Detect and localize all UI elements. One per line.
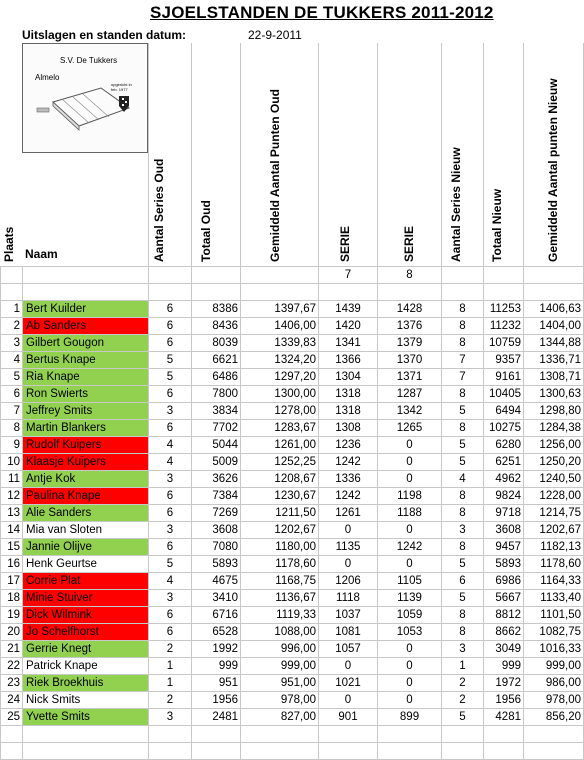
table-row <box>1 335 584 352</box>
serie-7-cell: 1366 <box>319 352 378 369</box>
logo-city: Almelo <box>35 73 60 82</box>
serie-7-cell: 1261 <box>319 505 378 522</box>
series-oud-cell: 2 <box>149 641 192 658</box>
table-row <box>1 386 584 403</box>
totaal-oud-cell: 6621 <box>192 352 241 369</box>
totaal-oud-cell: 5044 <box>192 437 241 454</box>
totaal-nieuw-cell: 3608 <box>484 522 524 539</box>
totaal-nieuw-cell: 8812 <box>484 607 524 624</box>
serie-7-cell: 1206 <box>319 573 378 590</box>
name-cell: Ria Knape <box>23 369 149 386</box>
gem-nieuw-cell: 1344,88 <box>524 335 584 352</box>
name-cell: Bert Kuilder <box>23 301 149 318</box>
gem-nieuw-cell: 1082,75 <box>524 624 584 641</box>
serie-7-cell: 1081 <box>319 624 378 641</box>
plaats-cell: 8 <box>1 420 23 437</box>
series-oud-cell: 6 <box>149 420 192 437</box>
series-oud-cell: 1 <box>149 658 192 675</box>
series-nieuw-cell: 8 <box>442 607 484 624</box>
serie-8-cell: 1371 <box>378 369 442 386</box>
serie-8-cell: 1139 <box>378 590 442 607</box>
gem-oud-cell: 996,00 <box>241 641 319 658</box>
series-oud-cell: 4 <box>149 573 192 590</box>
table-row <box>1 454 584 471</box>
table-row <box>1 488 584 505</box>
name-cell: Nick Smits <box>23 692 149 709</box>
gem-nieuw-cell: 1298,80 <box>524 403 584 420</box>
col-header-gem-oud: Gemiddeld Aantal Punten Oud <box>268 89 282 262</box>
series-nieuw-cell: 5 <box>442 556 484 573</box>
gem-oud-cell: 1088,00 <box>241 624 319 641</box>
plaats-cell: 16 <box>1 556 23 573</box>
serie-7-cell: 1037 <box>319 607 378 624</box>
table-row <box>1 556 584 573</box>
series-nieuw-cell: 2 <box>442 692 484 709</box>
gem-nieuw-cell: 1250,20 <box>524 454 584 471</box>
gem-nieuw-cell: 999,00 <box>524 658 584 675</box>
totaal-nieuw-cell: 6986 <box>484 573 524 590</box>
name-cell: Antje Kok <box>23 471 149 488</box>
totaal-oud-cell: 6716 <box>192 607 241 624</box>
totaal-oud-cell: 3626 <box>192 471 241 488</box>
series-oud-cell: 6 <box>149 301 192 318</box>
col-header-series-oud: Aantal Series Oud <box>152 158 166 262</box>
plaats-cell: 22 <box>1 658 23 675</box>
plaats-cell: 15 <box>1 539 23 556</box>
gem-nieuw-cell: 1228,00 <box>524 488 584 505</box>
series-nieuw-cell: 8 <box>442 318 484 335</box>
series-nieuw-cell: 7 <box>442 369 484 386</box>
gem-nieuw-cell: 1404,00 <box>524 318 584 335</box>
plaats-cell: 2 <box>1 318 23 335</box>
table-row <box>1 709 584 726</box>
totaal-oud-cell: 2481 <box>192 709 241 726</box>
table-row <box>1 522 584 539</box>
gem-nieuw-cell: 1101,50 <box>524 607 584 624</box>
series-nieuw-cell: 3 <box>442 641 484 658</box>
serie-8-cell: 1198 <box>378 488 442 505</box>
plaats-cell: 14 <box>1 522 23 539</box>
gem-nieuw-cell: 1202,67 <box>524 522 584 539</box>
series-nieuw-cell: 5 <box>442 709 484 726</box>
serie-8-cell: 0 <box>378 556 442 573</box>
name-cell: Alie Sanders <box>23 505 149 522</box>
gem-nieuw-cell: 1182,13 <box>524 539 584 556</box>
gem-oud-cell: 1178,60 <box>241 556 319 573</box>
gem-nieuw-cell: 1214,75 <box>524 505 584 522</box>
series-nieuw-cell: 2 <box>442 675 484 692</box>
totaal-oud-cell: 3608 <box>192 522 241 539</box>
serie-8-cell: 0 <box>378 437 442 454</box>
serie-8-cell: 0 <box>378 454 442 471</box>
serie-7-cell: 0 <box>319 692 378 709</box>
series-nieuw-cell: 8 <box>442 386 484 403</box>
col-header-gem-nieuw: Gemiddeld Aantal punten Nieuw <box>546 78 560 262</box>
serie-7-cell: 1341 <box>319 335 378 352</box>
totaal-oud-cell: 7269 <box>192 505 241 522</box>
gem-oud-cell: 1283,67 <box>241 420 319 437</box>
totaal-oud-cell: 8386 <box>192 301 241 318</box>
club-logo <box>22 43 148 153</box>
serie-7-cell: 1336 <box>319 471 378 488</box>
col-header-serie-8: SERIE <box>402 225 416 262</box>
empty-row <box>1 726 584 743</box>
serie-7-cell: 1021 <box>319 675 378 692</box>
gem-oud-cell: 1397,67 <box>241 301 319 318</box>
plaats-cell: 4 <box>1 352 23 369</box>
gem-oud-cell: 1119,33 <box>241 607 319 624</box>
totaal-oud-cell: 5009 <box>192 454 241 471</box>
totaal-nieuw-cell: 9357 <box>484 352 524 369</box>
series-oud-cell: 4 <box>149 437 192 454</box>
totaal-oud-cell: 4675 <box>192 573 241 590</box>
totaal-nieuw-cell: 4281 <box>484 709 524 726</box>
name-cell: Mia van Sloten <box>23 522 149 539</box>
serie-8-cell: 0 <box>378 692 442 709</box>
serie-7-cell: 1304 <box>319 369 378 386</box>
serie-8-cell: 0 <box>378 641 442 658</box>
totaal-nieuw-cell: 11253 <box>484 301 524 318</box>
totaal-oud-cell: 6528 <box>192 624 241 641</box>
plaats-cell: 11 <box>1 471 23 488</box>
name-cell: Bertus Knape <box>23 352 149 369</box>
sjoelbak-icon <box>23 44 147 152</box>
gem-oud-cell: 1406,00 <box>241 318 319 335</box>
name-cell: Klaasje Kuipers <box>23 454 149 471</box>
serie-8-cell: 1188 <box>378 505 442 522</box>
name-cell: Ron Swierts <box>23 386 149 403</box>
series-oud-cell: 6 <box>149 624 192 641</box>
gem-nieuw-cell: 1336,71 <box>524 352 584 369</box>
gem-oud-cell: 1230,67 <box>241 488 319 505</box>
gem-oud-cell: 1261,00 <box>241 437 319 454</box>
series-oud-cell: 1 <box>149 675 192 692</box>
plaats-cell: 13 <box>1 505 23 522</box>
series-oud-cell: 2 <box>149 692 192 709</box>
gem-nieuw-cell: 1133,40 <box>524 590 584 607</box>
gem-oud-cell: 978,00 <box>241 692 319 709</box>
gem-nieuw-cell: 1308,71 <box>524 369 584 386</box>
name-cell: Ab Sanders <box>23 318 149 335</box>
gem-nieuw-cell: 856,20 <box>524 709 584 726</box>
totaal-oud-cell: 7702 <box>192 420 241 437</box>
table-row <box>1 692 584 709</box>
table-row <box>1 641 584 658</box>
serie-7-cell: 1135 <box>319 539 378 556</box>
serie-8-cell: 1376 <box>378 318 442 335</box>
totaal-oud-cell: 3410 <box>192 590 241 607</box>
totaal-oud-cell: 6486 <box>192 369 241 386</box>
series-oud-cell: 6 <box>149 607 192 624</box>
plaats-cell: 19 <box>1 607 23 624</box>
name-cell: Jo Schelfhorst <box>23 624 149 641</box>
gem-oud-cell: 1202,67 <box>241 522 319 539</box>
serie-8-cell: 1287 <box>378 386 442 403</box>
totaal-nieuw-cell: 1972 <box>484 675 524 692</box>
series-nieuw-cell: 1 <box>442 658 484 675</box>
gem-nieuw-cell: 1178,60 <box>524 556 584 573</box>
serie-8-cell: 1105 <box>378 573 442 590</box>
name-cell: Henk Geurtse <box>23 556 149 573</box>
gem-oud-cell: 1211,50 <box>241 505 319 522</box>
gem-nieuw-cell: 1406,63 <box>524 301 584 318</box>
series-oud-cell: 5 <box>149 352 192 369</box>
table-row <box>1 658 584 675</box>
table-row <box>1 437 584 454</box>
totaal-nieuw-cell: 10405 <box>484 386 524 403</box>
serie-7-cell: 1439 <box>319 301 378 318</box>
logo-founded: opgericht in feb. 1977 <box>111 82 132 92</box>
totaal-oud-cell: 7080 <box>192 539 241 556</box>
serie-8-cell: 1370 <box>378 352 442 369</box>
series-nieuw-cell: 5 <box>442 454 484 471</box>
totaal-nieuw-cell: 9161 <box>484 369 524 386</box>
totaal-oud-cell: 8039 <box>192 335 241 352</box>
series-oud-cell: 6 <box>149 386 192 403</box>
name-cell: Patrick Knape <box>23 658 149 675</box>
totaal-nieuw-cell: 9718 <box>484 505 524 522</box>
totaal-nieuw-cell: 5893 <box>484 556 524 573</box>
totaal-nieuw-cell: 8662 <box>484 624 524 641</box>
gem-nieuw-cell: 1284,38 <box>524 420 584 437</box>
gem-nieuw-cell: 1240,50 <box>524 471 584 488</box>
name-cell: Jeffrey Smits <box>23 403 149 420</box>
col-header-naam: Naam <box>25 247 58 261</box>
serie-7-cell: 1236 <box>319 437 378 454</box>
series-oud-cell: 4 <box>149 454 192 471</box>
serie-7-cell: 1242 <box>319 488 378 505</box>
table-row <box>1 607 584 624</box>
serie-number-8: 8 <box>378 267 442 284</box>
serie-7-cell: 0 <box>319 658 378 675</box>
serie-8-cell: 1053 <box>378 624 442 641</box>
series-oud-cell: 6 <box>149 505 192 522</box>
name-cell: Martin Blankers <box>23 420 149 437</box>
gem-nieuw-cell: 1164,33 <box>524 573 584 590</box>
series-nieuw-cell: 8 <box>442 624 484 641</box>
totaal-nieuw-cell: 10759 <box>484 335 524 352</box>
series-nieuw-cell: 8 <box>442 301 484 318</box>
series-oud-cell: 6 <box>149 488 192 505</box>
series-oud-cell: 3 <box>149 590 192 607</box>
table-row <box>1 590 584 607</box>
name-cell: Gilbert Gougon <box>23 335 149 352</box>
table-row <box>1 403 584 420</box>
table-row <box>1 301 584 318</box>
name-cell: Dick Wilmink <box>23 607 149 624</box>
table-row <box>1 573 584 590</box>
totaal-oud-cell: 7800 <box>192 386 241 403</box>
plaats-cell: 17 <box>1 573 23 590</box>
totaal-oud-cell: 3834 <box>192 403 241 420</box>
standings-table <box>0 266 584 760</box>
serie-7-cell: 901 <box>319 709 378 726</box>
gem-nieuw-cell: 1256,00 <box>524 437 584 454</box>
table-row <box>1 420 584 437</box>
totaal-oud-cell: 5893 <box>192 556 241 573</box>
serie-7-cell: 1242 <box>319 454 378 471</box>
plaats-cell: 9 <box>1 437 23 454</box>
plaats-cell: 18 <box>1 590 23 607</box>
gem-oud-cell: 1300,00 <box>241 386 319 403</box>
plaats-cell: 21 <box>1 641 23 658</box>
plaats-cell: 3 <box>1 335 23 352</box>
name-cell: Minie Stuiver <box>23 590 149 607</box>
serie-8-cell: 0 <box>378 522 442 539</box>
gem-nieuw-cell: 978,00 <box>524 692 584 709</box>
totaal-nieuw-cell: 4962 <box>484 471 524 488</box>
totaal-oud-cell: 1956 <box>192 692 241 709</box>
gem-oud-cell: 1180,00 <box>241 539 319 556</box>
table-row <box>1 675 584 692</box>
gem-oud-cell: 1324,20 <box>241 352 319 369</box>
table-row <box>1 471 584 488</box>
series-oud-cell: 3 <box>149 471 192 488</box>
gem-oud-cell: 1278,00 <box>241 403 319 420</box>
series-oud-cell: 5 <box>149 369 192 386</box>
results-date-value: 22-9-2011 <box>248 28 302 42</box>
name-cell: Riek Broekhuis <box>23 675 149 692</box>
name-cell: Corrie Plat <box>23 573 149 590</box>
totaal-oud-cell: 8436 <box>192 318 241 335</box>
totaal-nieuw-cell: 9824 <box>484 488 524 505</box>
series-oud-cell: 6 <box>149 318 192 335</box>
totaal-oud-cell: 7384 <box>192 488 241 505</box>
serie-8-cell: 1265 <box>378 420 442 437</box>
gem-oud-cell: 1168,75 <box>241 573 319 590</box>
series-nieuw-cell: 5 <box>442 437 484 454</box>
gem-oud-cell: 1339,83 <box>241 335 319 352</box>
series-oud-cell: 3 <box>149 522 192 539</box>
name-cell: Gerrie Knegt <box>23 641 149 658</box>
plaats-cell: 5 <box>1 369 23 386</box>
table-row <box>1 352 584 369</box>
results-date-label: Uitslagen en standen datum: <box>22 28 187 42</box>
plaats-cell: 12 <box>1 488 23 505</box>
serie-8-cell: 0 <box>378 658 442 675</box>
serie-8-cell: 1242 <box>378 539 442 556</box>
serie-7-cell: 1118 <box>319 590 378 607</box>
col-header-series-nieuw: Aantal Series Nieuw <box>449 147 463 262</box>
table-row <box>1 505 584 522</box>
totaal-nieuw-cell: 6280 <box>484 437 524 454</box>
serie-number-row <box>1 267 584 284</box>
table-row <box>1 539 584 556</box>
series-nieuw-cell: 5 <box>442 403 484 420</box>
serie-7-cell: 1318 <box>319 386 378 403</box>
gem-oud-cell: 951,00 <box>241 675 319 692</box>
series-oud-cell: 5 <box>149 556 192 573</box>
totaal-nieuw-cell: 999 <box>484 658 524 675</box>
plaats-cell: 23 <box>1 675 23 692</box>
name-cell: Paulina Knape <box>23 488 149 505</box>
logo-club-name: S.V. De Tukkers <box>60 56 118 65</box>
series-nieuw-cell: 6 <box>442 573 484 590</box>
plaats-cell: 7 <box>1 403 23 420</box>
plaats-cell: 24 <box>1 692 23 709</box>
series-oud-cell: 3 <box>149 709 192 726</box>
serie-number-7: 7 <box>319 267 378 284</box>
gem-nieuw-cell: 986,00 <box>524 675 584 692</box>
series-nieuw-cell: 7 <box>442 352 484 369</box>
gem-oud-cell: 827,00 <box>241 709 319 726</box>
serie-7-cell: 0 <box>319 522 378 539</box>
series-oud-cell: 6 <box>149 335 192 352</box>
totaal-nieuw-cell: 6251 <box>484 454 524 471</box>
serie-8-cell: 1059 <box>378 607 442 624</box>
totaal-nieuw-cell: 1956 <box>484 692 524 709</box>
gem-oud-cell: 1297,20 <box>241 369 319 386</box>
series-nieuw-cell: 8 <box>442 505 484 522</box>
totaal-oud-cell: 951 <box>192 675 241 692</box>
table-row <box>1 369 584 386</box>
gem-oud-cell: 999,00 <box>241 658 319 675</box>
serie-8-cell: 899 <box>378 709 442 726</box>
spacer-row <box>1 284 584 301</box>
serie-8-cell: 0 <box>378 471 442 488</box>
gem-nieuw-cell: 1016,33 <box>524 641 584 658</box>
plaats-cell: 20 <box>1 624 23 641</box>
serie-8-cell: 0 <box>378 675 442 692</box>
serie-7-cell: 1057 <box>319 641 378 658</box>
table-row <box>1 318 584 335</box>
totaal-nieuw-cell: 6494 <box>484 403 524 420</box>
gem-nieuw-cell: 1300,63 <box>524 386 584 403</box>
gem-oud-cell: 1208,67 <box>241 471 319 488</box>
page-title: SJOELSTANDEN DE TUKKERS 2011-2012 <box>150 3 494 22</box>
series-nieuw-cell: 3 <box>442 522 484 539</box>
series-nieuw-cell: 5 <box>442 590 484 607</box>
totaal-oud-cell: 1992 <box>192 641 241 658</box>
serie-8-cell: 1342 <box>378 403 442 420</box>
totaal-nieuw-cell: 5667 <box>484 590 524 607</box>
series-nieuw-cell: 8 <box>442 335 484 352</box>
plaats-cell: 6 <box>1 386 23 403</box>
plaats-cell: 1 <box>1 301 23 318</box>
series-nieuw-cell: 8 <box>442 420 484 437</box>
totaal-oud-cell: 999 <box>192 658 241 675</box>
serie-7-cell: 1308 <box>319 420 378 437</box>
totaal-nieuw-cell: 11232 <box>484 318 524 335</box>
series-oud-cell: 3 <box>149 403 192 420</box>
plaats-cell: 25 <box>1 709 23 726</box>
name-cell: Yvette Smits <box>23 709 149 726</box>
gem-oud-cell: 1252,25 <box>241 454 319 471</box>
col-header-totaal-nieuw: Totaal Nieuw <box>490 188 504 262</box>
plaats-cell: 10 <box>1 454 23 471</box>
series-nieuw-cell: 4 <box>442 471 484 488</box>
series-nieuw-cell: 8 <box>442 539 484 556</box>
serie-7-cell: 1420 <box>319 318 378 335</box>
name-cell: Rudolf Kuipers <box>23 437 149 454</box>
totaal-nieuw-cell: 3049 <box>484 641 524 658</box>
series-oud-cell: 6 <box>149 539 192 556</box>
name-cell: Jannie Olijve <box>23 539 149 556</box>
col-header-totaal-oud: Totaal Oud <box>199 200 213 262</box>
serie-7-cell: 1318 <box>319 403 378 420</box>
totaal-nieuw-cell: 10275 <box>484 420 524 437</box>
table-row <box>1 624 584 641</box>
series-nieuw-cell: 8 <box>442 488 484 505</box>
serie-8-cell: 1428 <box>378 301 442 318</box>
serie-8-cell: 1379 <box>378 335 442 352</box>
col-header-plaats: Plaats <box>2 226 16 262</box>
col-header-serie-7: SERIE <box>338 225 352 262</box>
gem-oud-cell: 1136,67 <box>241 590 319 607</box>
serie-7-cell: 0 <box>319 556 378 573</box>
totaal-nieuw-cell: 9457 <box>484 539 524 556</box>
